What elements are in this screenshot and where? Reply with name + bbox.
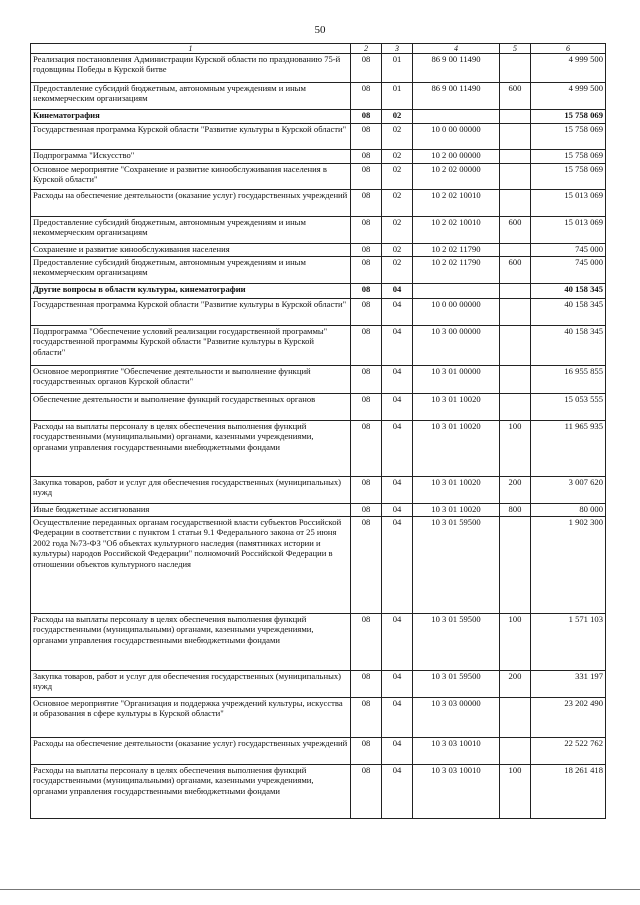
table-row [31,517,606,614]
cell-subsection: 02 [382,190,413,217]
table-row [31,698,606,738]
table-row [31,217,606,244]
cell-amount: 15 758 069 [531,150,606,164]
cell-subsection: 04 [382,477,413,504]
cell-expense-type [500,394,531,421]
cell-amount: 1 902 300 [531,517,606,614]
table-row [31,366,606,394]
cell-amount: 15 053 555 [531,394,606,421]
cell-subsection: 04 [382,614,413,671]
cell-amount: 11 965 935 [531,421,606,477]
cell-amount: 15 758 069 [531,110,606,124]
cell-section: 08 [351,517,382,614]
cell-section: 08 [351,698,382,738]
header-cell-rz: 2 [351,44,382,54]
cell-name: Расходы на обеспечение деятельности (оказание услуг) государственных учреждений [31,190,351,217]
table-row [31,504,606,517]
cell-name: Закупка товаров, работ и услуг для обеспечения государственных (муниципальных) нужд [31,671,351,698]
cell-name: Основное мероприятие "Организация и поддержка учреждений культуры, искусства и образования в сфере культуры в Курской области" [31,698,351,738]
cell-expense-type [500,738,531,765]
cell-target-article: 10 2 00 00000 [413,150,500,164]
table-row [31,421,606,477]
cell-target-article: 10 3 01 10020 [413,504,500,517]
cell-amount: 15 013 069 [531,217,606,244]
cell-target-article: 10 0 00 00000 [413,124,500,150]
cell-target-article: 10 3 01 10020 [413,477,500,504]
cell-target-article: 10 3 01 10020 [413,421,500,477]
cell-name: Государственная программа Курской области "Развитие культуры в Курской области" [31,124,351,150]
cell-name: Расходы на выплаты персоналу в целях обеспечения выполнения функций государственными (муниципальными) органами, казенными учреждениями, органами управления государственными внебюджетными фондами [31,421,351,477]
cell-target-article [413,110,500,124]
table-row [31,124,606,150]
cell-target-article: 10 3 01 10020 [413,394,500,421]
table-row [31,257,606,284]
cell-section: 08 [351,421,382,477]
cell-section: 08 [351,614,382,671]
cell-expense-type [500,284,531,299]
cell-amount: 1 571 103 [531,614,606,671]
cell-subsection: 04 [382,765,413,819]
cell-subsection: 04 [382,326,413,366]
cell-section: 08 [351,765,382,819]
cell-amount: 40 158 345 [531,326,606,366]
table-row [31,164,606,190]
cell-name: Подпрограмма "Обеспечение условий реализации государственной программы" государственной программы Курской области "Развитие культуры в Курской области" [31,326,351,366]
cell-expense-type [500,150,531,164]
budget-table [30,43,606,819]
cell-amount: 331 197 [531,671,606,698]
cell-amount: 745 000 [531,244,606,257]
table-row [31,394,606,421]
cell-amount: 23 202 490 [531,698,606,738]
cell-target-article: 10 2 02 10010 [413,217,500,244]
cell-section: 08 [351,394,382,421]
cell-target-article: 10 2 02 00000 [413,164,500,190]
table-row [31,477,606,504]
cell-name: Расходы на выплаты персоналу в целях обеспечения выполнения функций государственными (муниципальными) органами, казенными учреждениями, органами управления государственными внебюджетными фондами [31,765,351,819]
cell-amount: 15 758 069 [531,124,606,150]
cell-target-article: 10 2 02 11790 [413,257,500,284]
cell-name: Расходы на выплаты персоналу в целях обеспечения выполнения функций государственными (муниципальными) органами, казенными учреждениями, органами управления государственными внебюджетными фондами [31,614,351,671]
cell-name: Предоставление субсидий бюджетным, автономным учреждениям и иным некоммерческим организациям [31,257,351,284]
table-row [31,765,606,819]
cell-expense-type [500,244,531,257]
cell-subsection: 02 [382,164,413,190]
cell-expense-type [500,124,531,150]
cell-target-article: 10 3 01 00000 [413,366,500,394]
cell-section: 08 [351,150,382,164]
cell-name: Основное мероприятие "Обеспечение деятельности и выполнение функций государственных органов Курской области" [31,366,351,394]
cell-target-article: 10 3 03 10010 [413,738,500,765]
cell-subsection: 04 [382,738,413,765]
cell-section: 08 [351,477,382,504]
cell-name: Подпрограмма "Искусство" [31,150,351,164]
table-row [31,738,606,765]
table-row [31,326,606,366]
cell-amount: 3 007 620 [531,477,606,504]
header-cell-pr: 3 [382,44,413,54]
cell-name: Закупка товаров, работ и услуг для обеспечения государственных (муниципальных) нужд [31,477,351,504]
cell-subsection: 04 [382,284,413,299]
cell-expense-type: 100 [500,614,531,671]
cell-section: 08 [351,244,382,257]
table-row [31,54,606,83]
table-row [31,110,606,124]
cell-expense-type [500,299,531,326]
header-row [31,44,606,54]
cell-section: 08 [351,366,382,394]
cell-subsection: 01 [382,83,413,110]
cell-subsection: 04 [382,698,413,738]
header-cell-csr: 4 [413,44,500,54]
cell-section: 08 [351,124,382,150]
cell-section: 08 [351,164,382,190]
cell-name: Осуществление переданных органам государственной власти субъектов Российской Федерации в соответствии с пунктом 1 статьи 9.1 Федерального закона от 25 июня 2002 года №73-ФЗ "Об объектах культурного наследия (памятниках истории и культуры) народов Российской Федерации" полномочий Российской Федерации в отношении объектов культурного наследия [31,517,351,614]
cell-section: 08 [351,217,382,244]
cell-subsection: 02 [382,257,413,284]
cell-name: Основное мероприятие "Сохранение и развитие кинообслуживания населения в Курской области" [31,164,351,190]
cell-expense-type [500,326,531,366]
page-number: 50 [314,24,326,36]
cell-expense-type: 100 [500,421,531,477]
cell-section: 08 [351,299,382,326]
table-row [31,190,606,217]
cell-amount: 4 999 500 [531,54,606,83]
table-row [31,671,606,698]
cell-subsection: 04 [382,421,413,477]
cell-section: 08 [351,738,382,765]
table-row [31,299,606,326]
cell-subsection: 04 [382,504,413,517]
cell-subsection: 02 [382,124,413,150]
cell-amount: 22 522 762 [531,738,606,765]
cell-expense-type: 100 [500,765,531,819]
cell-target-article [413,284,500,299]
cell-target-article: 10 3 00 00000 [413,326,500,366]
cell-subsection: 02 [382,110,413,124]
header-cell-vr: 5 [500,44,531,54]
cell-expense-type [500,698,531,738]
cell-section: 08 [351,110,382,124]
cell-name: Кинематография [31,110,351,124]
header-cell-sum: 6 [531,44,606,54]
cell-section: 08 [351,257,382,284]
cell-target-article: 86 9 00 11490 [413,83,500,110]
cell-expense-type: 800 [500,504,531,517]
cell-expense-type [500,517,531,614]
cell-name: Сохранение и развитие кинообслуживания населения [31,244,351,257]
cell-name: Предоставление субсидий бюджетным, автономным учреждениям и иным некоммерческим организациям [31,217,351,244]
table-row [31,244,606,257]
cell-subsection: 02 [382,150,413,164]
cell-expense-type [500,54,531,83]
table-row [31,614,606,671]
cell-section: 08 [351,190,382,217]
cell-expense-type: 600 [500,83,531,110]
cell-target-article: 10 2 02 10010 [413,190,500,217]
cell-amount: 15 013 069 [531,190,606,217]
table-row [31,284,606,299]
cell-target-article: 86 9 00 11490 [413,54,500,83]
cell-amount: 16 955 855 [531,366,606,394]
cell-target-article: 10 3 01 59500 [413,517,500,614]
cell-section: 08 [351,326,382,366]
cell-section: 08 [351,671,382,698]
cell-name: Реализация постановления Администрации Курской области по празднованию 75-й годовщины Победы в Курской битве [31,54,351,83]
cell-expense-type: 600 [500,217,531,244]
cell-subsection: 04 [382,394,413,421]
cell-expense-type [500,190,531,217]
cell-subsection: 04 [382,517,413,614]
cell-section: 08 [351,54,382,83]
cell-expense-type: 200 [500,671,531,698]
cell-name: Расходы на обеспечение деятельности (оказание услуг) государственных учреждений [31,738,351,765]
cell-name: Иные бюджетные ассигнования [31,504,351,517]
cell-target-article: 10 3 03 00000 [413,698,500,738]
cell-target-article: 10 3 01 59500 [413,671,500,698]
cell-target-article: 10 2 02 11790 [413,244,500,257]
cell-name: Обеспечение деятельности и выполнение функций государственных органов [31,394,351,421]
cell-target-article: 10 0 00 00000 [413,299,500,326]
cell-expense-type [500,110,531,124]
cell-name: Государственная программа Курской области "Развитие культуры в Курской области" [31,299,351,326]
cell-subsection: 01 [382,54,413,83]
cell-expense-type [500,164,531,190]
cell-amount: 4 999 500 [531,83,606,110]
cell-amount: 18 261 418 [531,765,606,819]
cell-amount: 40 158 345 [531,299,606,326]
cell-subsection: 02 [382,244,413,257]
cell-expense-type: 200 [500,477,531,504]
cell-subsection: 04 [382,299,413,326]
cell-expense-type: 600 [500,257,531,284]
table-row [31,150,606,164]
cell-subsection: 02 [382,217,413,244]
cell-target-article: 10 3 01 59500 [413,614,500,671]
cell-name: Другие вопросы в области культуры, кинематографии [31,284,351,299]
cell-section: 08 [351,284,382,299]
cell-amount: 745 000 [531,257,606,284]
cell-expense-type [500,366,531,394]
cell-section: 08 [351,83,382,110]
cell-subsection: 04 [382,366,413,394]
cell-amount: 15 758 069 [531,164,606,190]
page-bottom-rule [0,889,640,890]
header-cell-name: 1 [31,44,351,54]
table-row [31,83,606,110]
cell-target-article: 10 3 03 10010 [413,765,500,819]
cell-subsection: 04 [382,671,413,698]
table-body [31,44,606,819]
cell-amount: 40 158 345 [531,284,606,299]
cell-name: Предоставление субсидий бюджетным, автономным учреждениям и иным некоммерческим организациям [31,83,351,110]
cell-amount: 80 000 [531,504,606,517]
cell-section: 08 [351,504,382,517]
